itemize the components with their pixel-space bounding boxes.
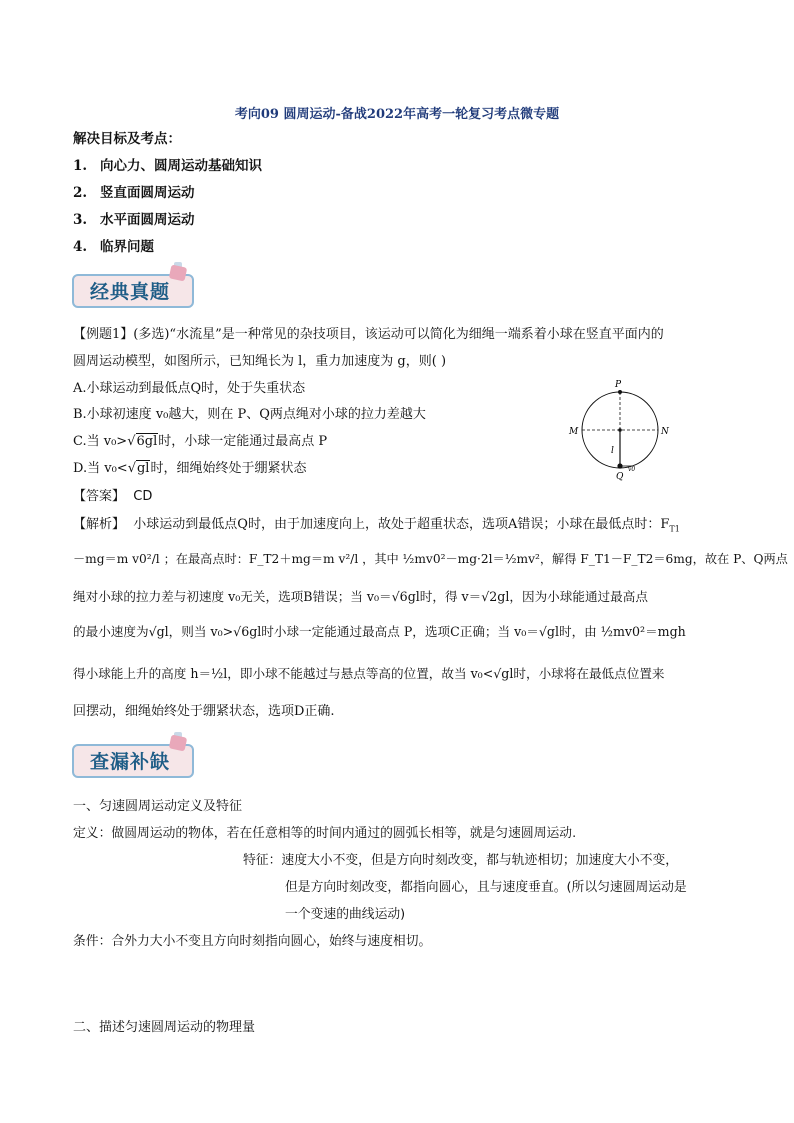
label-v0: v0 <box>628 466 636 473</box>
definition: 定义：做圆周运动的物体，若在任意相等的时间内通过的圆弧长相等，就是匀速圆周运动. <box>73 826 577 841</box>
label-l: l <box>611 446 614 456</box>
label-q: Q <box>616 472 624 482</box>
option-d: D.当 v₀<√gl时，细绳始终处于绷紧状态 <box>73 461 307 476</box>
section-banner-review: 查漏补缺 <box>72 738 196 778</box>
analysis-line: －mg＝m v0²/l ；在最高点时：F_T2＋mg＝m v²/l ，其中 ½mv0²－mg·2l＝½mv²，解得 F_T1－F_T2＝6mg，故在 P、Q两点 <box>73 552 788 566</box>
page-title: 考向09 圆周运动-备战2022年高考一轮复习考点微专题 <box>234 107 560 122</box>
analysis-line: 【解析】 小球运动到最低点Q时，由于加速度向上，故处于超重状态，选项A错误；小球在最低点时：$F_{T1}$ <box>73 517 680 534</box>
analysis-line: 回摆动，细绳始终处于绷紧状态，选项D正确. <box>73 704 335 719</box>
label-p: P <box>615 380 622 390</box>
option-b: B.小球初速度 v₀越大，则在 P、Q两点绳对小球的拉力差越大 <box>73 407 426 422</box>
section-banner-classic: 经典真题 <box>72 268 196 308</box>
tag-icon <box>169 734 188 751</box>
analysis-line: 的最小速度为√gl，则当 v₀>√6gl时小球一定能通过最高点 P，选项C正确；当 v₀＝√gl时，由 ½mv0²＝mgh <box>73 624 686 639</box>
option-a: A.小球运动到最低点Q时，处于失重状态 <box>73 381 306 396</box>
example-line: 【例题1】(多选)“水流星”是一种常见的杂技项目，该运动可以简化为细绳一端系着小球在竖直平面内的 <box>73 327 664 342</box>
analysis-line: 绳对小球的拉力差与初速度 v₀无关，选项B错误；当 v₀＝√6gl时，得 v＝√2gl，因为小球能通过最高点 <box>73 589 648 604</box>
answer: 【答案】 CD <box>73 489 153 504</box>
option-c: C.当 v₀>√6gl时，小球一定能通过最高点 P <box>73 434 328 449</box>
goal-item: 4. 临界问题 <box>73 239 154 255</box>
analysis-line: 得小球能上升的高度 h＝½l，即小球不能越过与悬点等高的位置，故当 v₀<√gl时，小球将在最低点位置来 <box>73 666 665 681</box>
section-heading: 一、匀速圆周运动定义及特征 <box>73 799 243 814</box>
goal-item: 3. 水平面圆周运动 <box>73 212 195 228</box>
goals-heading: 解决目标及考点： <box>73 131 181 147</box>
feature-line: 但是方向时刻改变，都指向圆心，且与速度垂直。(所以匀速圆周运动是 <box>285 880 687 895</box>
label-n: N <box>661 427 669 437</box>
example-line: 圆周运动模型，如图所示，已知绳长为 l，重力加速度为 g，则( ) <box>73 354 447 369</box>
tag-icon <box>169 264 188 281</box>
label-m: M <box>569 427 579 437</box>
condition: 条件：合外力大小不变且方向时刻指向圆心，始终与速度相切。 <box>73 934 432 949</box>
feature-line: 特征：速度大小不变，但是方向时刻改变，都与轨迹相切；加速度大小不变， <box>243 853 679 868</box>
feature-line: 一个变速的曲线运动) <box>285 907 406 922</box>
section-heading: 二、描述匀速圆周运动的物理量 <box>73 1020 256 1035</box>
goal-item: 2. 竖直面圆周运动 <box>73 185 195 201</box>
circle-figure <box>560 378 690 483</box>
goal-item: 1. 向心力、圆周运动基础知识 <box>73 158 262 174</box>
